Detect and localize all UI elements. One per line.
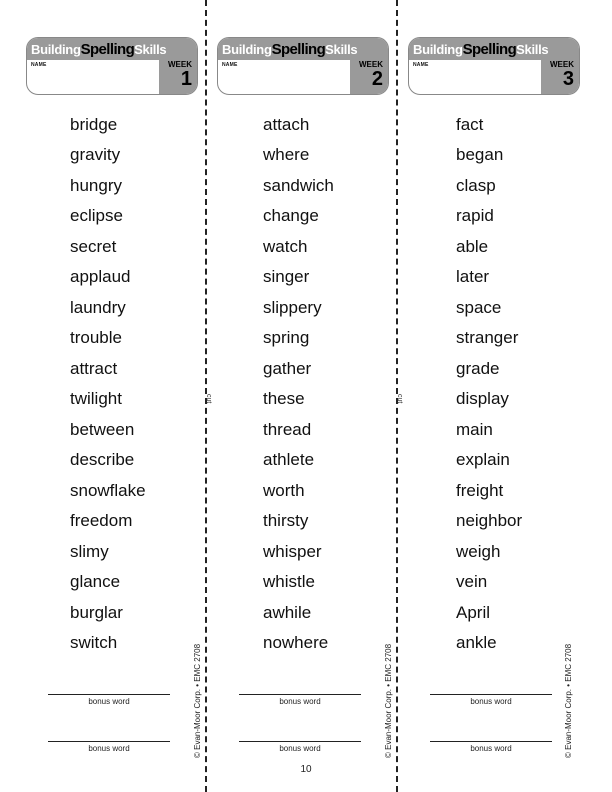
header-title: BuildingSpellingSkills [222, 41, 358, 58]
spelling-word: thread [263, 420, 312, 439]
spelling-word: describe [70, 450, 135, 469]
copyright-notice: © Evan-Moor Corp. • EMC 2708 [564, 643, 573, 758]
spelling-word: change [263, 206, 319, 225]
spelling-word: ankle [456, 633, 497, 652]
week-box [541, 58, 579, 94]
spelling-word: clasp [456, 176, 496, 195]
week-box [159, 58, 197, 94]
bonus-word-label: bonus word [470, 744, 512, 753]
spelling-word: hungry [70, 176, 122, 195]
spelling-word: awhile [263, 603, 312, 622]
spelling-word: worth [263, 481, 305, 500]
spelling-word: thirsty [263, 511, 309, 530]
spelling-word: vein [456, 572, 488, 591]
spelling-word: applaud [70, 267, 131, 286]
cut-label-1: cut [205, 394, 212, 404]
bonus-word-line[interactable] [48, 694, 170, 695]
spelling-word: laundry [70, 298, 126, 317]
bonus-word-label: bonus word [470, 697, 512, 706]
name-label: NAME [222, 62, 238, 68]
spelling-column-week-1 [26, 0, 202, 792]
bonus-word-line[interactable] [239, 741, 361, 742]
spelling-word: burglar [70, 603, 123, 622]
spelling-word: singer [263, 267, 310, 286]
spelling-word: freight [456, 481, 504, 500]
spelling-word: attract [70, 359, 118, 378]
spelling-word: gravity [70, 145, 121, 164]
spelling-column-week-3 [408, 0, 580, 792]
spelling-word: snowflake [70, 481, 146, 500]
spelling-word: able [456, 237, 489, 256]
spelling-word: between [70, 420, 135, 439]
spelling-word: gather [263, 359, 312, 378]
spelling-word: secret [70, 237, 117, 256]
spelling-word: main [456, 420, 493, 439]
spelling-word: April [456, 603, 491, 622]
spelling-word: attach [263, 115, 310, 134]
spelling-word: grade [456, 359, 500, 378]
spelling-word: switch [70, 633, 118, 652]
spelling-word: later [456, 267, 490, 286]
spelling-word: trouble [70, 328, 122, 347]
bonus-word-label: bonus word [279, 697, 321, 706]
week-label: WEEK [550, 60, 574, 69]
column-header [217, 37, 389, 95]
week-label: WEEK [359, 60, 383, 69]
spelling-word: display [456, 389, 509, 408]
spelling-word: space [456, 298, 502, 317]
copyright-notice: © Evan-Moor Corp. • EMC 2708 [193, 643, 202, 758]
spelling-word: slimy [70, 542, 109, 561]
name-label: NAME [413, 62, 429, 68]
week-number: 3 [562, 68, 574, 90]
week-number: 1 [180, 68, 192, 90]
bonus-word-line[interactable] [430, 741, 552, 742]
spelling-column-week-2 [217, 0, 393, 792]
spelling-word: these [263, 389, 305, 408]
spelling-word: glance [70, 572, 121, 591]
copyright-notice: © Evan-Moor Corp. • EMC 2708 [384, 643, 393, 758]
spelling-word: slippery [263, 298, 322, 317]
column-header [408, 37, 580, 95]
spelling-word: spring [263, 328, 310, 347]
spelling-word: watch [263, 237, 308, 256]
name-label: NAME [31, 62, 47, 68]
week-label: WEEK [168, 60, 192, 69]
spelling-word: explain [456, 450, 510, 469]
spelling-word: where [263, 145, 310, 164]
spelling-word: freedom [70, 511, 133, 530]
spelling-word: whisper [263, 542, 322, 561]
spelling-word: stranger [456, 328, 519, 347]
week-number: 2 [371, 68, 383, 90]
bonus-word-line[interactable] [48, 741, 170, 742]
column-header [26, 37, 198, 95]
cut-label-2: cut [396, 394, 403, 404]
bonus-word-line[interactable] [430, 694, 552, 695]
bonus-word-label: bonus word [88, 697, 130, 706]
spelling-word: nowhere [263, 633, 329, 652]
bonus-word-label: bonus word [279, 744, 321, 753]
bonus-word-line[interactable] [239, 694, 361, 695]
spelling-word: eclipse [70, 206, 123, 225]
spelling-word: whistle [263, 572, 315, 591]
spelling-word: twilight [70, 389, 122, 408]
spelling-word: rapid [456, 206, 494, 225]
week-box [350, 58, 388, 94]
header-title: BuildingSpellingSkills [413, 41, 549, 58]
page-number: 10 [300, 764, 312, 775]
spelling-word: fact [456, 115, 484, 134]
spelling-word: weigh [456, 542, 501, 561]
spelling-word: sandwich [263, 176, 334, 195]
spelling-word: bridge [70, 115, 118, 134]
spelling-word: began [456, 145, 504, 164]
header-title: BuildingSpellingSkills [31, 41, 167, 58]
spelling-word: neighbor [456, 511, 523, 530]
spelling-word: athlete [263, 450, 315, 469]
bonus-word-label: bonus word [88, 744, 130, 753]
